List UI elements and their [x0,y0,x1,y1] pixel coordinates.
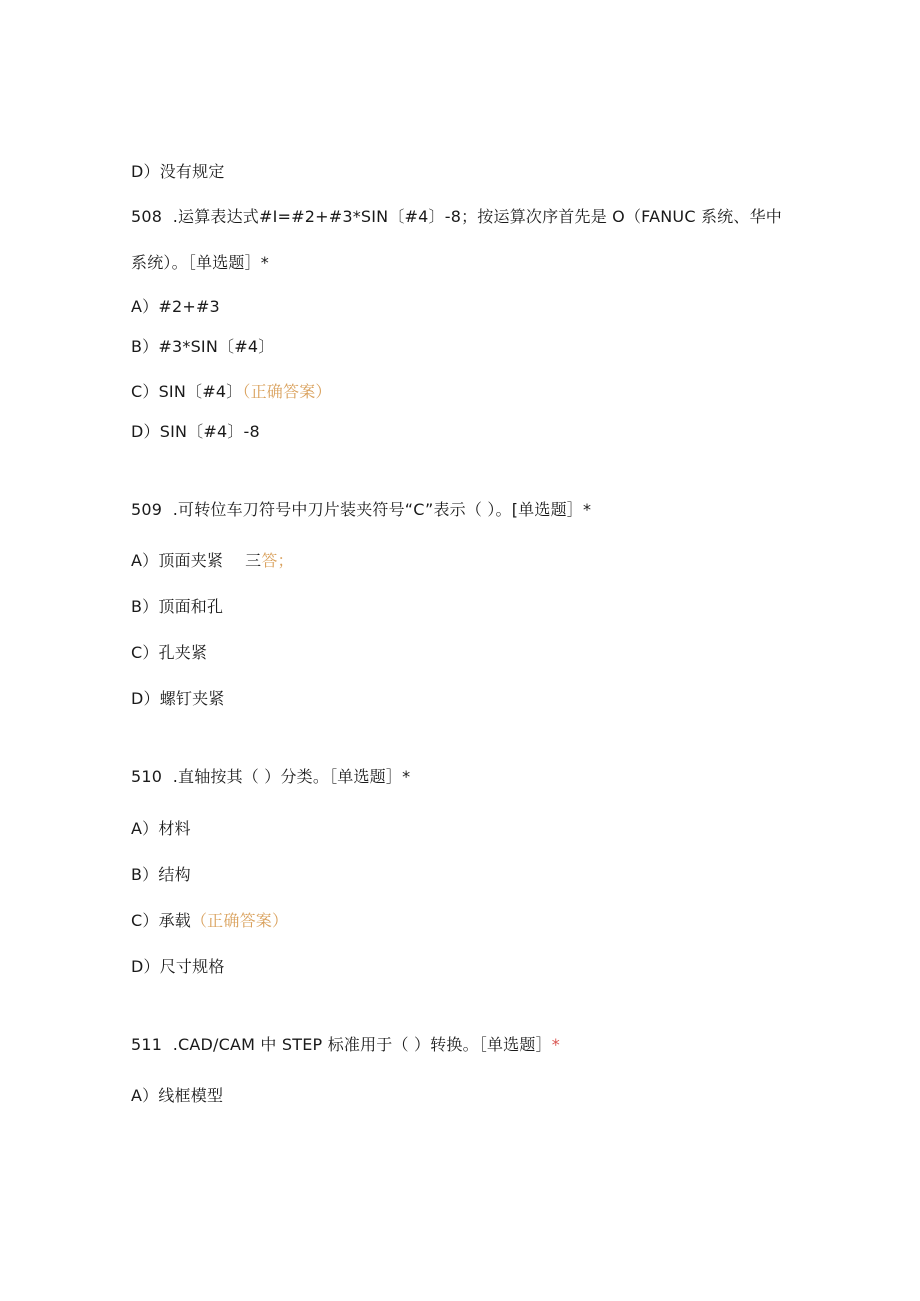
stray-mark: 三 [245,551,262,570]
option-text: D）螺钉夹紧 [131,689,225,708]
question-508-option-d[interactable] [131,422,260,442]
question-510-option-b[interactable] [131,865,191,885]
option-text: D）尺寸规格 [131,957,225,976]
required-mark: * [551,1035,560,1054]
question-508-option-b[interactable] [131,337,274,357]
question-508-title-line1: 508 .运算表达式#I=#2+#3*SIN〔#4〕-8；按运算次序首先是 O（FANUC 系统、华中 [131,207,782,226]
question-511-title [131,1035,560,1055]
question-508-option-a[interactable] [131,297,220,317]
correct-answer-marker: （正确答案） [242,382,332,401]
question-509-title: 509 .可转位车刀符号中刀片装夹符号“C”表示（ ）。[单选题］* [131,500,592,519]
question-509-option-d[interactable] [131,689,225,709]
question-509-option-b[interactable] [131,597,223,617]
question-508-option-c[interactable] [131,382,332,402]
option-text: C）SIN〔#4〕 [131,382,243,401]
correct-answer-marker: （正确答案） [190,911,289,930]
option-d-prev: D）没有规定 [131,162,225,181]
option-text: C）承载 [131,911,191,930]
question-510-option-d[interactable] [131,957,225,977]
option-text: A）#2+#3 [131,297,220,316]
option-text: B）#3*SIN〔#4〕 [131,337,275,356]
option-text: A）线框模型 [131,1086,224,1105]
question-511-option-a[interactable] [131,1086,223,1106]
option-text: B）顶面和孔 [131,597,224,616]
question-510-title: 510 .直轴按其（ ）分类。［单选题］* [131,767,411,786]
question-title-text: 511 .CAD/CAM 中 STEP 标准用于（ ）转换。［单选题］ [131,1035,552,1054]
question-509-option-a[interactable] [131,551,294,571]
question-508-title-line2: 系统）。［单选题］* [131,253,270,272]
option-text: D）SIN〔#4〕-8 [131,422,260,441]
option-text: B）结构 [131,865,191,884]
option-text: C）孔夹紧 [131,643,208,662]
option-text: A）材料 [131,819,191,838]
question-509-option-c[interactable] [131,643,207,663]
question-510-option-c[interactable] [131,911,288,931]
option-text: A）顶面夹紧 [131,551,224,570]
question-510-option-a[interactable] [131,819,191,839]
correct-answer-marker: 答； [261,551,294,570]
